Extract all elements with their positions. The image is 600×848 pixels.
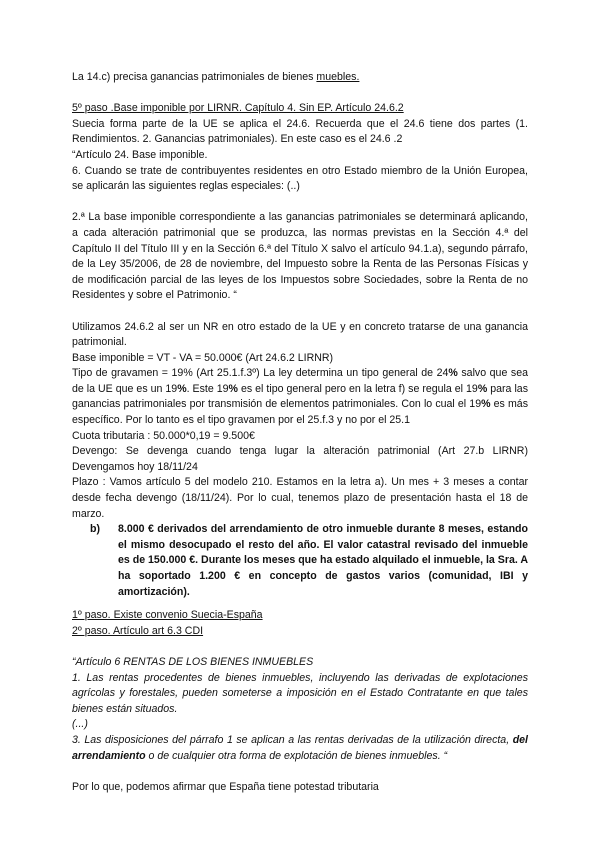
- list-marker-b: b): [90, 523, 100, 536]
- list-text-b: 8.000 € derivados del arrendamiento de otro inmueble durante 8 meses, estando el mismo desocupado el resto del año. El valor catastral revisado del inmueble es de 150.000 €. Durante los meses que ha estado alquilado el inmueble, la Sra. A ha soportado 1.200 € en concepto de gastos varios (comunidad, IBI y amortización).: [118, 523, 528, 598]
- article6-title: “Artículo 6 RENTAS DE LOS BIENES INMUEBLES: [72, 655, 314, 668]
- article6-paragraph-1: 1. Las rentas procedentes de bienes inmuebles, incluyendo las derivadas de explotaciones agrícolas y forestales, pueden someterse a imposición en el Estado Contratante en que tales bienes están situados.: [72, 671, 528, 715]
- devengo: Devengo: Se devenga cuando tenga lugar la alteración patrimonial (Art 27.b LIRNR) Devengamos hoy 18/11/24: [72, 445, 528, 473]
- intro-paragraph: La 14.c) precisa ganancias patrimoniales de bienes muebles.: [72, 71, 360, 83]
- paso-1: 1º paso. Existe convenio Suecia-España: [72, 609, 263, 622]
- article6-ellipsis: (...): [72, 718, 88, 731]
- step5-body: Suecia forma parte de la UE se aplica el 24.6. Recuerda que el 24.6 tiene dos partes (1. Rendimientos. 2. Ganancias patrimoniales). En este caso es el 24.6 .2: [72, 117, 528, 146]
- plazo: Plazo : Vamos artículo 5 del modelo 210. Estamos en la letra a). Un mes + 3 meses a contar desde fecha devengo (18/11/24). Por lo cual, tenemos plazo de presentación hasta el 18 de marzo.: [72, 476, 528, 520]
- utilizamos-paragraph: Utilizamos 24.6.2 al ser un NR en otro estado de la UE y en concreto tratarse de una ganancia patrimonial.: [72, 320, 528, 349]
- document-content: [72, 70, 528, 795]
- conclusion: Por lo que, podemos afirmar que España tiene potestad tributaria: [72, 780, 379, 793]
- quote-open: “Artículo 24. Base imponible.: [72, 148, 208, 161]
- cuota-tributaria: Cuota tributaria : 50.000*0,19 = 9.500€: [72, 429, 255, 442]
- base-imponible: Base imponible = VT - VA = 50.000€ (Art 24.6.2 LIRNR): [72, 351, 334, 364]
- tipo-gravamen: Tipo de gravamen = 19% (Art 25.1.f.3º) La ley determina un tipo general de 24% salvo que sea de la UE que es un 19%. Este 19% es el tipo general pero en la letra f) se regula el 19% para las ganancias patrimoniales por transmisión de elementos patrimoniales. Con lo cual el 19% es más específico. Por lo tanto es el tipo gravamen por el 25.f.3 y no por el 25.1: [72, 367, 529, 427]
- step5-title: 5º paso .Base imponible por LIRNR. Capítulo 4. Sin EP. Artículo 24.6.2: [72, 102, 404, 115]
- quote-paragraph-2: 2.ª La base imponible correspondiente a las ganancias patrimoniales se determinará aplicando, a cada alteración patrimonial que se produzca, las normas previstas en la Sección 4.ª del Capítulo II del Título III y en la Sección 6.ª del Título X salvo el artículo 94.1.a), segundo párrafo, de la Ley 35/2006, de 28 de noviembre, del Impuesto sobre la Renta de las Personas Físicas y de modificación parcial de las leyes de los Impuestos sobre Sociedades, sobre la Renta de no Residentes y sobre el Patrimonio. “: [72, 211, 528, 302]
- article6-paragraph-3: 3. Las disposiciones del párrafo 1 se aplican a las rentas derivadas de la utilización directa, del arrendamiento o de cualquier otra forma de explotación de bienes inmuebles. “: [72, 733, 528, 762]
- muebles-link[interactable]: muebles.: [316, 71, 360, 83]
- quote-paragraph-6: 6. Cuando se trate de contribuyentes residentes en otro Estado miembro de la Unión Europea, se aplicarán las siguientes reglas especiales: (..): [72, 164, 528, 193]
- list-item-b: [90, 522, 528, 600]
- paso-2: 2º paso. Artículo art 6.3 CDI: [72, 624, 204, 637]
